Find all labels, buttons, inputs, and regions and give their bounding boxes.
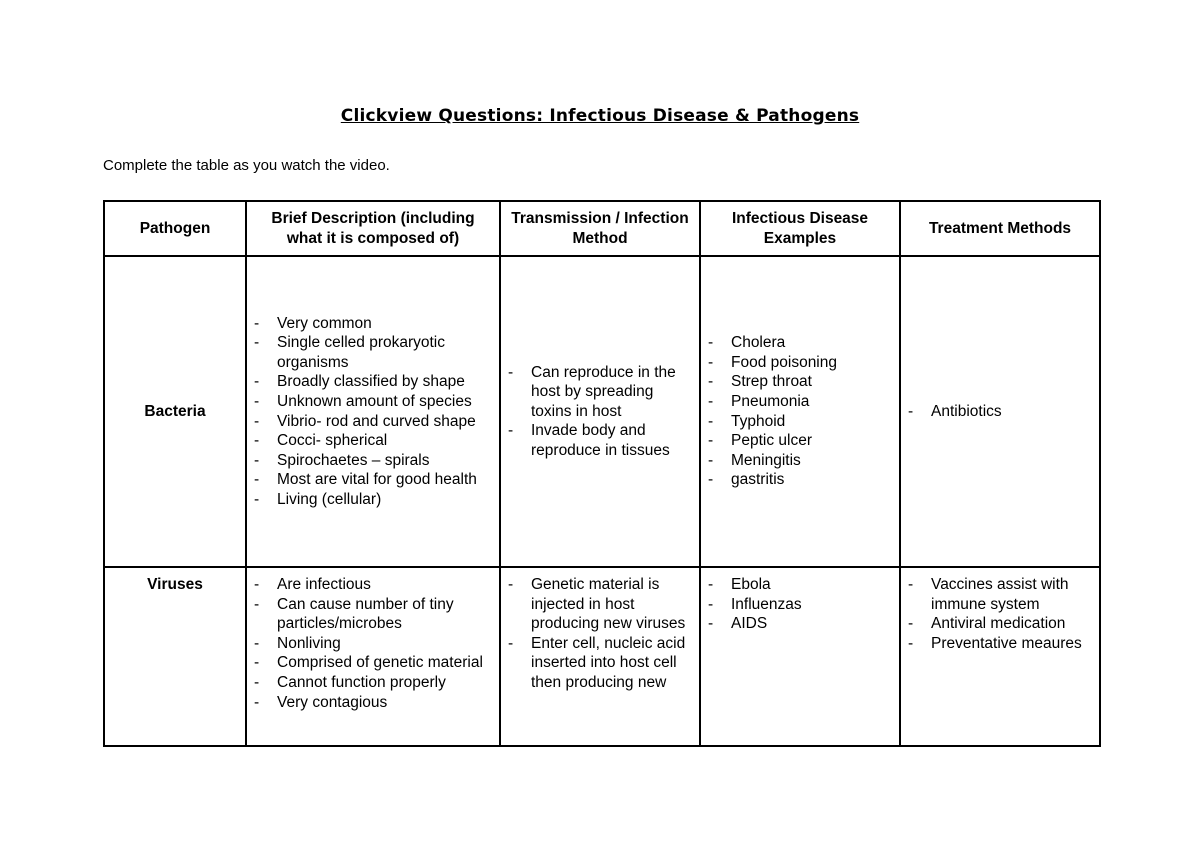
treatment-list [901, 575, 1099, 653]
list-item: - Antiviral medication [931, 614, 1095, 634]
table-row-bacteria [104, 256, 1100, 567]
list-item: - Vibrio- rod and curved shape [277, 412, 495, 432]
description-cell [246, 256, 500, 567]
header-treatment: Treatment Methods [900, 201, 1100, 256]
table-row-viruses [104, 567, 1100, 746]
transmission-cell [500, 256, 700, 567]
list-item: - Living (cellular) [277, 490, 495, 510]
list-item: - Enter cell, nucleic acid inserted into host cell then producing new [531, 634, 695, 693]
list-item: - Cannot function properly [277, 673, 495, 693]
page-title: Clickview Questions: Infectious Disease & Pathogens [340, 106, 860, 126]
header-pathogen: Pathogen [104, 201, 246, 256]
list-item: - Very contagious [277, 693, 495, 713]
list-item: - Most are vital for good health [277, 470, 495, 490]
examples-cell [700, 256, 900, 567]
instruction-text: Complete the table as you watch the video. [103, 157, 390, 174]
list-item: - Peptic ulcer [731, 431, 895, 451]
table-header-row [104, 201, 1100, 256]
header-transmission: Transmission / Infection Method [500, 201, 700, 256]
list-item: - Ebola [731, 575, 895, 595]
list-item: - Nonliving [277, 634, 495, 654]
list-item: - Pneumonia [731, 392, 895, 412]
list-item: - Strep throat [731, 372, 895, 392]
list-item: - Spirochaetes – spirals [277, 451, 495, 471]
examples-cell [700, 567, 900, 746]
list-item: - Cocci- spherical [277, 431, 495, 451]
list-item: - Vaccines assist with immune system [931, 575, 1095, 614]
list-item: - Are infectious [277, 575, 495, 595]
list-item: - Antibiotics [931, 402, 1095, 422]
examples-list [701, 333, 899, 490]
header-description: Brief Description (including what it is composed of) [246, 201, 500, 256]
list-item: - Cholera [731, 333, 895, 353]
transmission-list [501, 363, 699, 461]
description-list [247, 575, 499, 712]
list-item: - Very common [277, 314, 495, 334]
transmission-list [501, 575, 699, 693]
list-item: - AIDS [731, 614, 895, 634]
list-item: - Genetic material is injected in host producing new viruses [531, 575, 695, 634]
list-item: - Can cause number of tiny particles/microbes [277, 595, 495, 634]
treatment-list [901, 402, 1099, 422]
list-item: - Comprised of genetic material [277, 653, 495, 673]
pathogen-cell: Viruses [104, 567, 246, 746]
treatment-cell [900, 567, 1100, 746]
list-item: - Meningitis [731, 451, 895, 471]
list-item: - Food poisoning [731, 353, 895, 373]
examples-list [701, 575, 899, 634]
transmission-cell [500, 567, 700, 746]
list-item: - Can reproduce in the host by spreading toxins in host [531, 363, 695, 422]
list-item: - Typhoid [731, 412, 895, 432]
list-item: - gastritis [731, 470, 895, 490]
pathogen-table [103, 200, 1101, 747]
list-item: - Unknown amount of species [277, 392, 495, 412]
header-examples: Infectious Disease Examples [700, 201, 900, 256]
list-item: - Preventative meaures [931, 634, 1095, 654]
description-list [247, 314, 499, 510]
list-item: - Broadly classified by shape [277, 372, 495, 392]
list-item: - Invade body and reproduce in tissues [531, 421, 695, 460]
description-cell [246, 567, 500, 746]
pathogen-cell: Bacteria [104, 256, 246, 567]
treatment-cell [900, 256, 1100, 567]
list-item: - Single celled prokaryotic organisms [277, 333, 495, 372]
list-item: - Influenzas [731, 595, 895, 615]
